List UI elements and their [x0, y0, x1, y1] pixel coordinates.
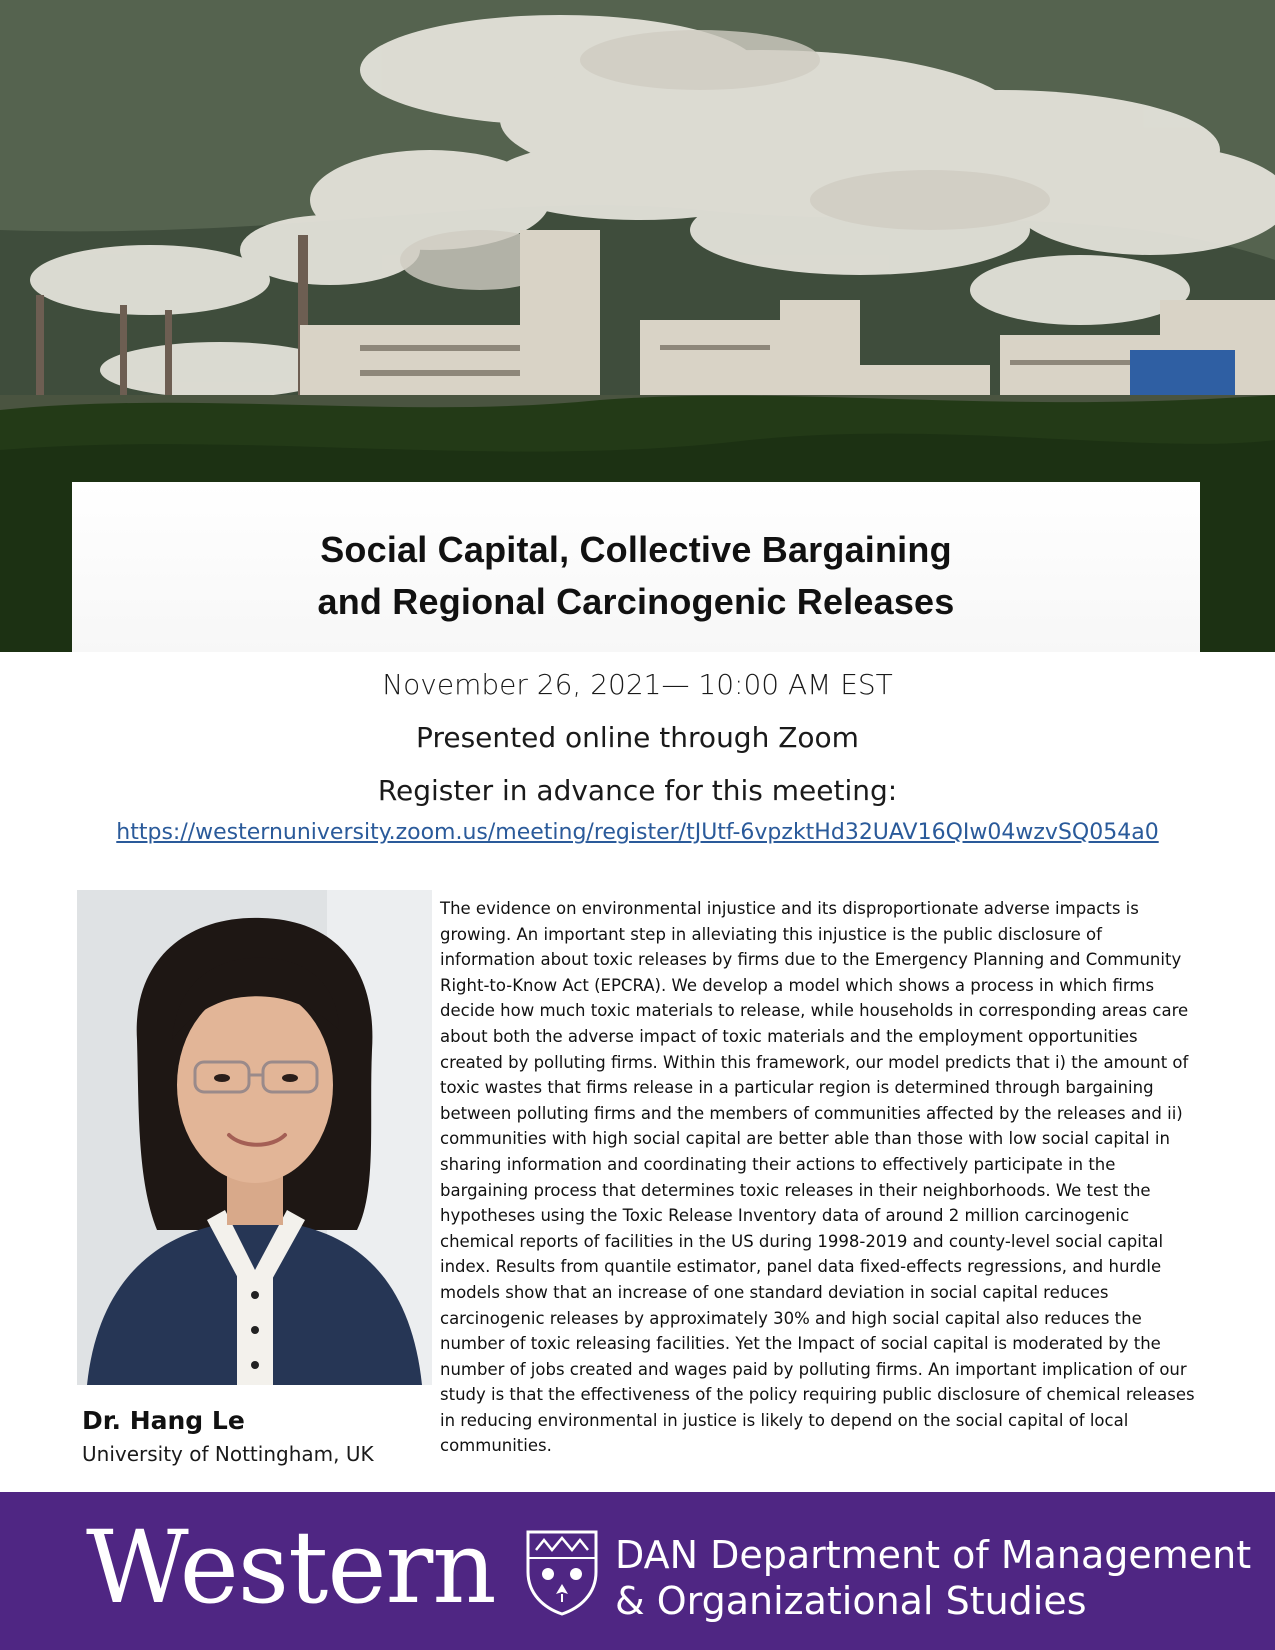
speaker-affiliation: University of Nottingham, UK [82, 1442, 374, 1466]
event-date-time: November 26, 2021— 10:00 AM EST [382, 668, 893, 701]
speaker-photo [77, 890, 432, 1385]
register-link[interactable]: https://westernuniversity.zoom.us/meeting/register/tJUtf-6vpzktHd32UAV16QIw04wzvSQ054a0 [116, 820, 1159, 845]
title-panel [72, 482, 1200, 652]
speaker-portrait-illustration [77, 890, 432, 1385]
page-title-line-2: and Regional Carcinogenic Releases [317, 581, 955, 622]
western-wordmark: Western [86, 1509, 496, 1626]
department-line-2: & Organizational Studies [615, 1579, 1087, 1623]
abstract-text: The evidence on environmental injustice and its disproportionate adverse impacts is growing. An important step in alleviating this injustice is the public disclosure of information about toxic releases by firms due to the Emergency Planning and Community Right-to-Know Act (EPCRA). We develop a model which shows a process in which firms decide how much toxic materials to release, while households in corresponding areas care about both the adverse impact of toxic materials and the employment opportunities created by polluting firms. Within this framework, our model predicts that i) the amount of toxic wastes that firms release in a particular region is determined through bargaining between polluting firms and the members of communities affected by the releases and ii) communities with high social capital are better able than those with low social capital in sharing information and coordinating their actions to effectively participate in the bargaining process that determines toxic releases in their neighborhoods. We test the hypotheses using the Toxic Release Inventory data of around 2 million carcinogenic chemical reports of facilities in the US during 1998-2019 and county-level social capital index. Results from quantile estimator, panel data fixed-effects regressions, and hurdle models show that an increase of one standard deviation in social capital reduces carcinogenic releases by approximately 30% and high social capital also reduces the number of toxic releasing facilities. Yet the Impact of social capital is moderated by the number of jobs created and wages paid by polluting firms. An important implication of our study is that the effectiveness of the policy requiring public disclosure of chemical releases in reducing environmental in justice is likely to depend on the social capital of local communities. [440, 899, 1195, 1456]
register-prompt: Register in advance for this meeting: [377, 774, 898, 807]
university-crest-icon [524, 1528, 600, 1616]
department-line-1: DAN Department of Management [615, 1533, 1252, 1577]
page-title-line-1: Social Capital, Collective Bargaining [320, 529, 952, 570]
speaker-name: Dr. Hang Le [82, 1406, 245, 1435]
event-venue: Presented online through Zoom [416, 721, 859, 754]
